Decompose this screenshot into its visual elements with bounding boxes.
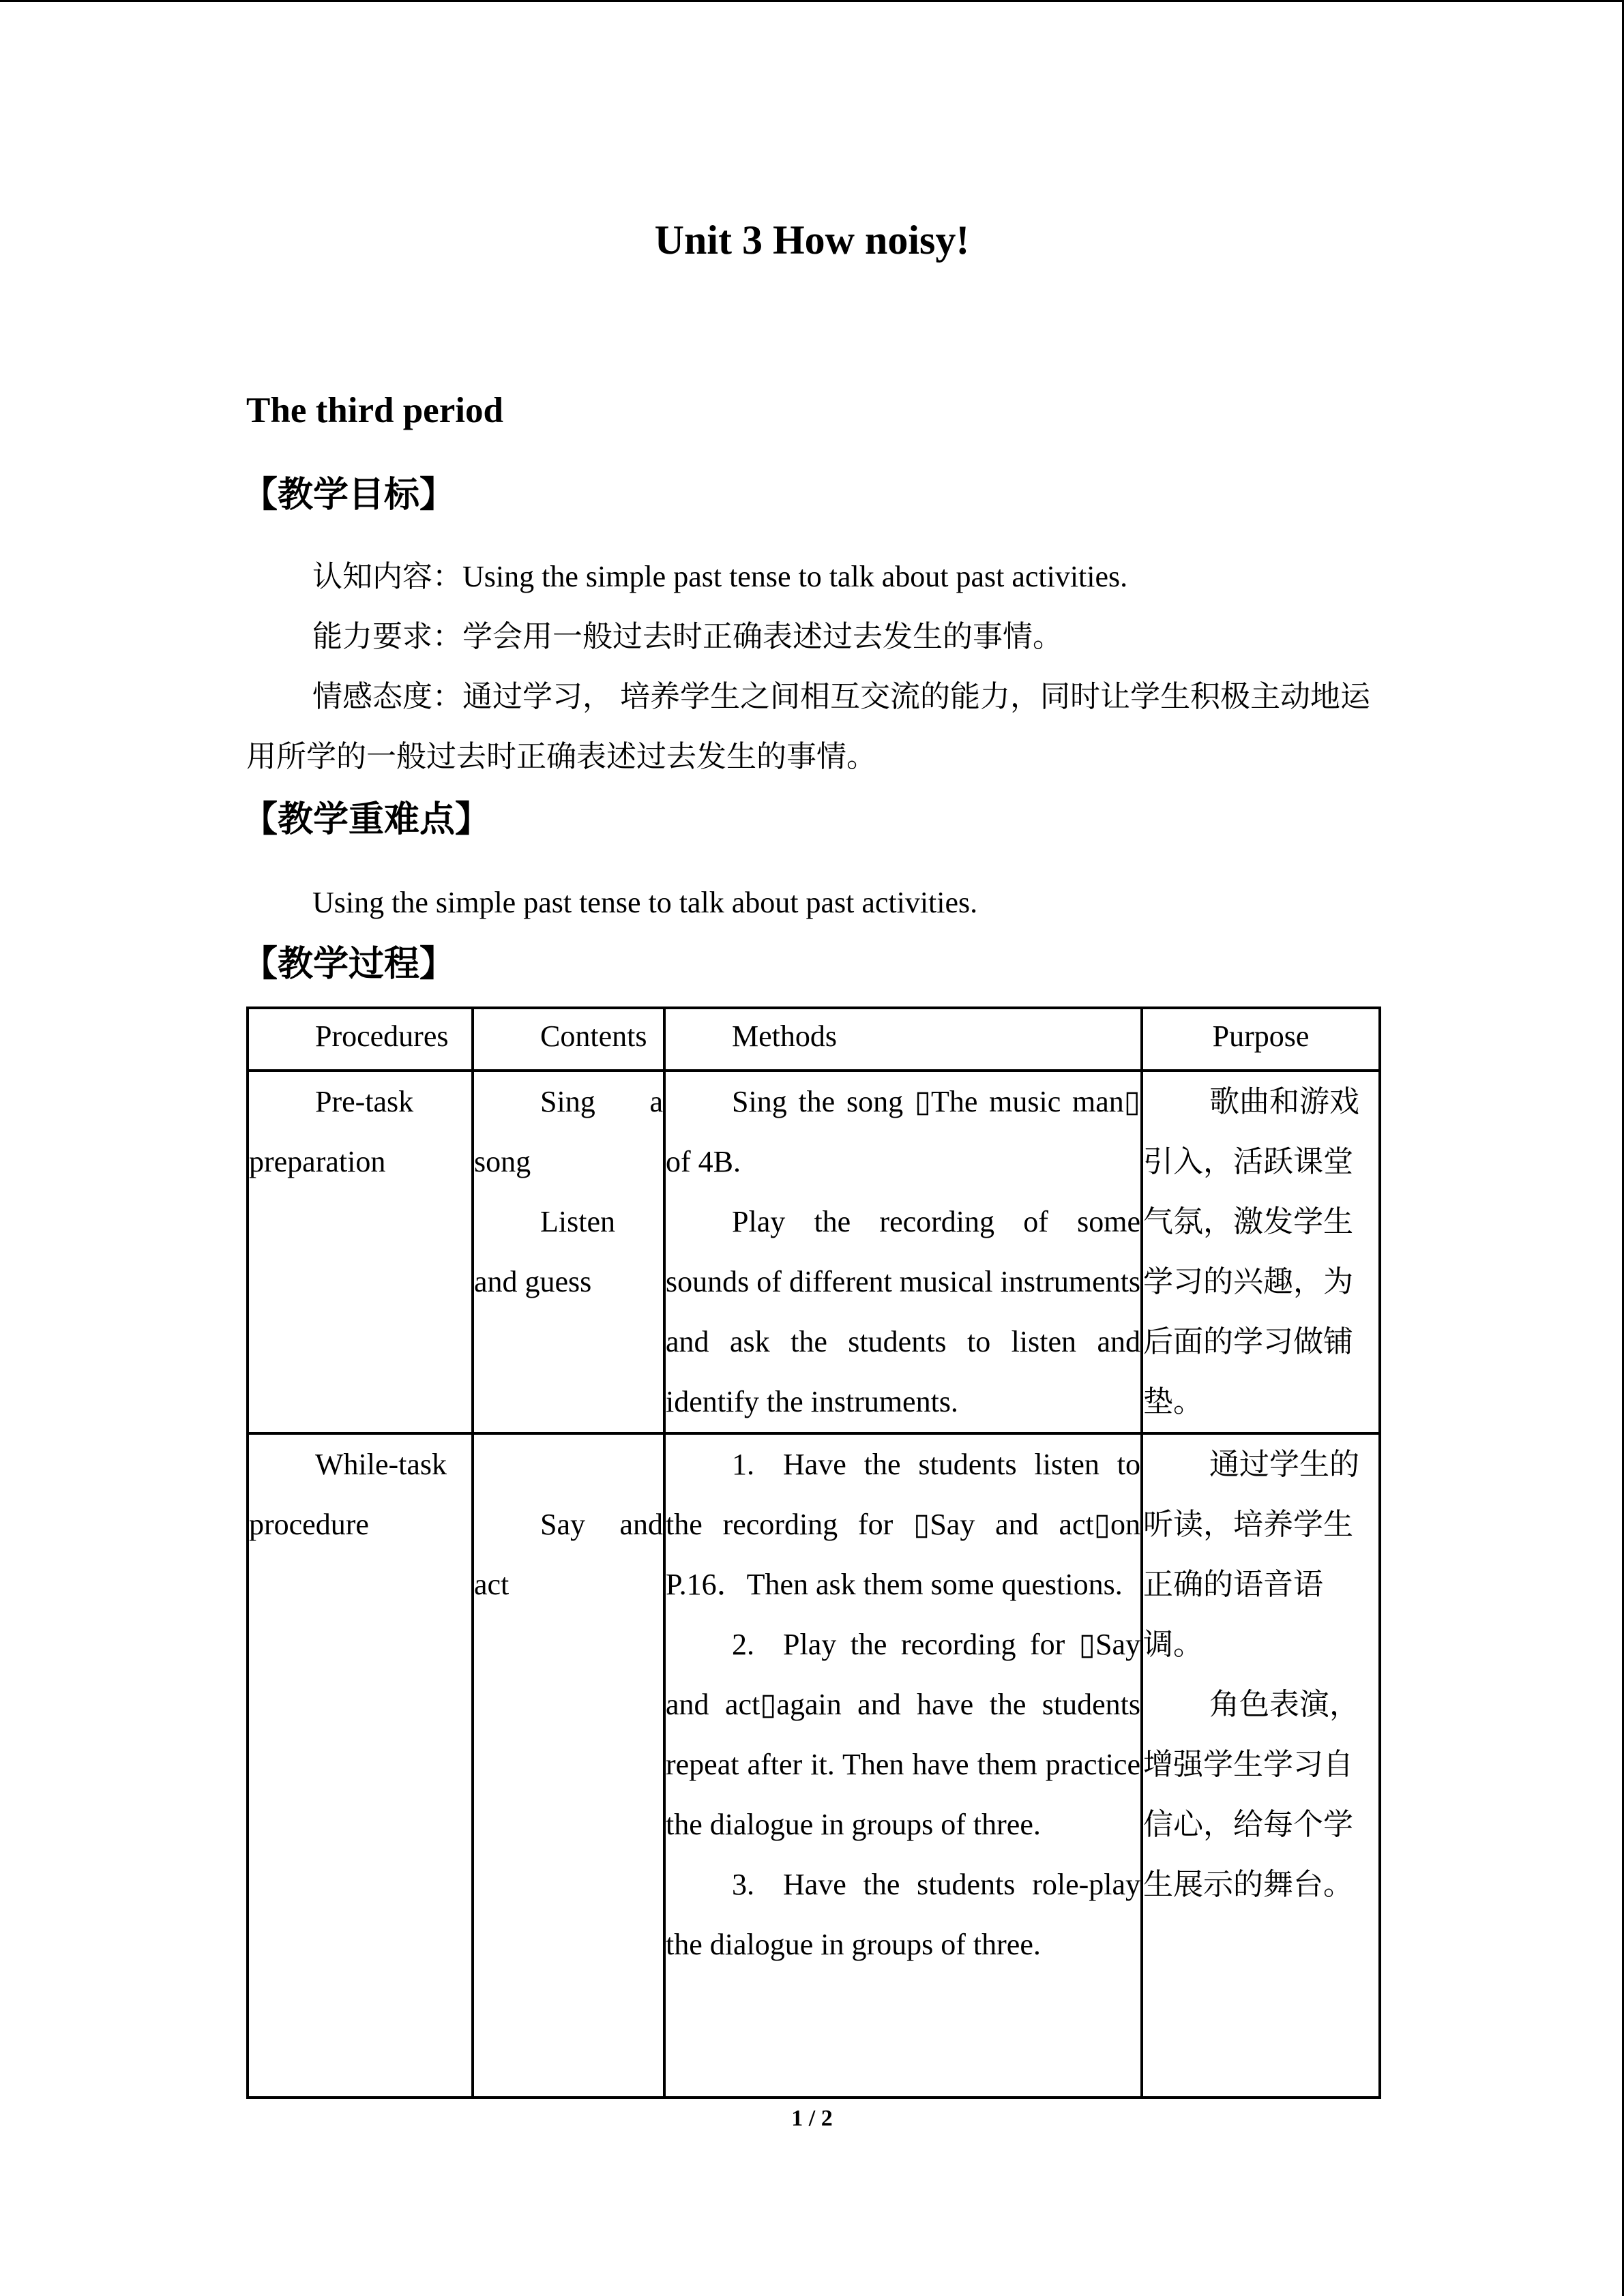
header-cell-purpose: Purpose (1142, 1008, 1380, 1071)
procedure-cell: Pre-task preparation (248, 1071, 473, 1433)
methods-cell (664, 1433, 1142, 2098)
section-heading-key-points: 【教学重难点】 (242, 799, 491, 840)
objective-emotion: 情感态度：通过学习， 培养学生之间相互交流的能力，同时让学生积极主动地运用所学的一般过去时正确表述过去发生的事情。 (246, 680, 1370, 773)
key-point-text: Using the simple past tense to talk about past activities. (312, 886, 978, 919)
method-item: 1. Have the students listen to the recording for ▯Say and act▯on P.16．Then ask them some questions. (666, 1448, 1140, 1601)
contents-cell: Say and act (473, 1433, 664, 2098)
contents-cell: Sing a song Listen and guess (473, 1071, 664, 1433)
teaching-process-table (246, 1007, 1381, 2099)
table-header-row (248, 1008, 1380, 1071)
objective-cognitive: 认知内容：Using the simple past tense to talk about past activities. (312, 560, 1128, 593)
header-cell-procedures: Procedures (248, 1008, 473, 1071)
section-heading-objectives: 【教学目标】 (242, 475, 456, 516)
method-item: 2. Play the recording for ▯Say and act▯again and have the students repeat after it. Then have them practice the dialogue in groups of three. (666, 1628, 1140, 1841)
purpose-cell: 歌曲和游戏引入，活跃课堂气氛，激发学生学习的兴趣，为后面的学习做铺垫。 (1142, 1071, 1380, 1433)
table-row (248, 1071, 1380, 1433)
procedure-cell: While-task procedure (248, 1433, 473, 2098)
table-row (248, 1433, 1380, 2098)
objective-ability: 能力要求：学会用一般过去时正确表述过去发生的事情。 (312, 620, 1063, 653)
page-number: 1 / 2 (791, 2106, 833, 2131)
methods-cell: Sing the song ▯The music man▯ of 4B. Play the recording of some sounds of different musical instruments and ask the students to listen and identify the instruments. (664, 1071, 1142, 1433)
top-border-line (0, 0, 1624, 2)
document-title: Unit 3 How noisy! (654, 218, 970, 263)
header-cell-contents: Contents (473, 1008, 664, 1071)
method-item: 3. Have the students role-play the dialogue in groups of three. (666, 1868, 1140, 1961)
section-heading-process: 【教学过程】 (242, 944, 456, 985)
period-heading: The third period (246, 391, 503, 430)
header-cell-methods: Methods (664, 1008, 1142, 1071)
purpose-cell: 通过学生的听读，培养学生正确的语音语调。 角色表演，增强学生学习自信心，给每个学生展示的舞台。 (1142, 1433, 1380, 2098)
